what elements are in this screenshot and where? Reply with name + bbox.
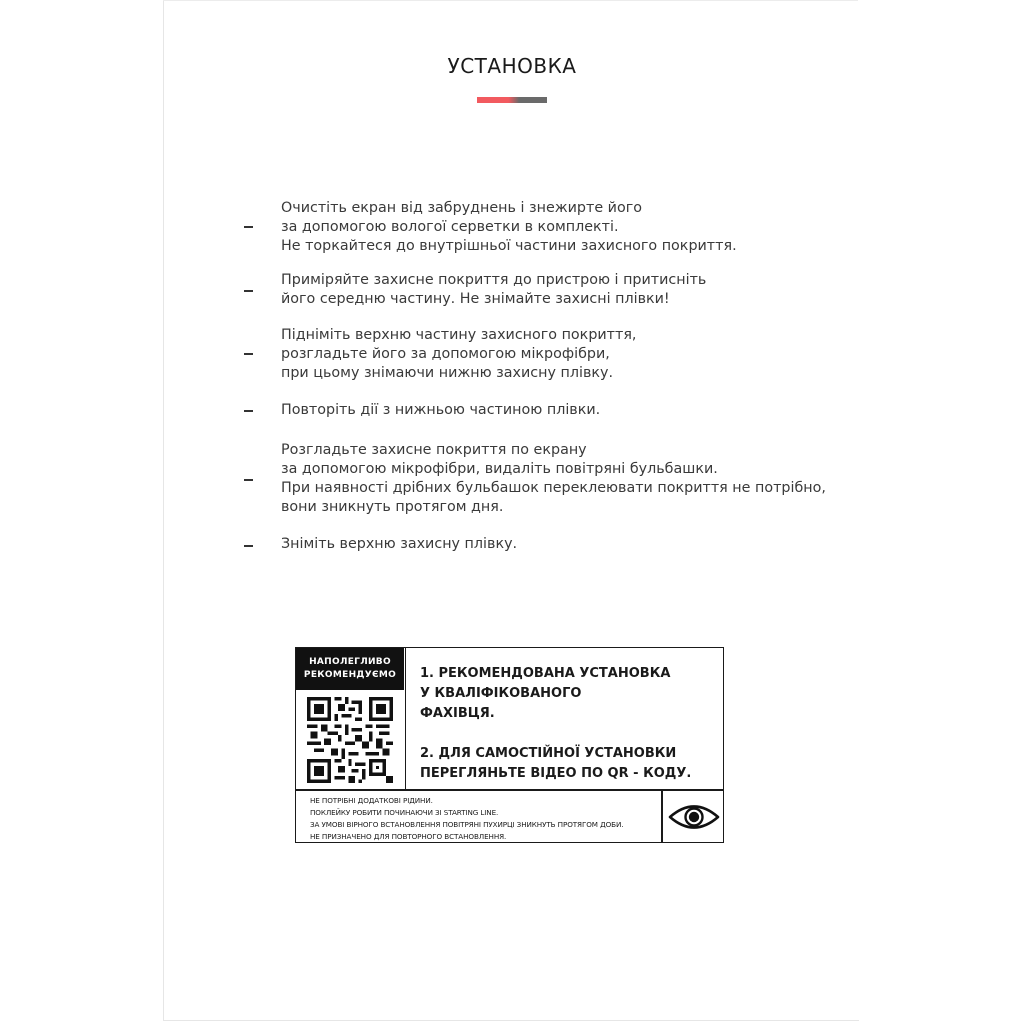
badge-line-2: РЕКОМЕНДУЄМО (303, 670, 397, 680)
dash-bullet-4 (244, 410, 253, 412)
qr-column (296, 648, 406, 789)
footer-line-3: ЗА УМОВІ ВІРНОГО ВСТАНОВЛЕННЯ ПОВІТРЯНІ ПУХИРЦІ ЗНИКНУТЬ ПРОТЯГОМ ДОБИ. (310, 820, 624, 829)
step-1-line-2: за допомогою вологої серветки в комплекті. (281, 219, 619, 235)
step-3-line-1: Підніміть верхню частину захисного покриття, (281, 327, 637, 343)
dash-bullet-1 (244, 226, 253, 228)
dash-bullet-2 (244, 290, 253, 292)
notice-divider (296, 789, 723, 791)
footer-line-2: ПОКЛЕЙКУ РОБИТИ ПОЧИНАЮЧИ ЗІ STARTING LINE. (310, 808, 499, 817)
step-3 (281, 326, 636, 383)
step-1-line-3: Не торкайтеся до внутрішньої частини захисного покриття. (281, 238, 737, 254)
step-4-line-1: Повторіть дії з нижньою частиною плівки. (281, 402, 601, 418)
recommend-badge (296, 648, 404, 690)
recommendation-line-2: У КВАЛІФІКОВАНОГО (420, 686, 582, 701)
recommendation-line-1: 1. РЕКОМЕНДОВАНА УСТАНОВКА (420, 666, 671, 681)
step-6-line-1: Зніміть верхню захисну плівку. (281, 536, 518, 552)
recommendation-line-3: ФАХІВЦЯ. (420, 706, 495, 721)
notice-footer-text (310, 795, 623, 843)
step-5-line-1: Розгладьте захисне покриття по екрану (281, 442, 587, 458)
dash-bullet-6 (244, 545, 253, 547)
qr-code-icon[interactable] (306, 697, 394, 783)
badge-line-1: НАПОЛЕГЛИВО (309, 657, 391, 667)
step-5-line-2: за допомогою мікрофібри, видаліть повітряні бульбашки. (281, 461, 718, 477)
dash-bullet-3 (244, 353, 253, 355)
page-top-edge (163, 0, 858, 1)
step-6 (281, 535, 517, 554)
recommendation-line-5: ПЕРЕГЛЯНЬТЕ ВІДЕО ПО QR - КОДУ. (420, 766, 692, 781)
footer-line-4: НЕ ПРИЗНАЧЕНО ДЛЯ ПОВТОРНОГО ВСТАНОВЛЕННЯ. (310, 832, 507, 841)
step-1-line-1: Очистіть екран від забруднень і знежирте його (281, 200, 642, 216)
step-2-line-1: Приміряйте захисне покриття до пристрою і притисніть (281, 272, 707, 288)
page-title: УСТАНОВКА (447, 54, 577, 78)
eye-icon (668, 802, 720, 832)
step-5 (281, 441, 826, 517)
recommendation-spacer (420, 724, 691, 744)
step-2-line-2: його середню частину. Не знімайте захисні плівки! (281, 291, 670, 307)
dash-bullet-5 (244, 479, 253, 481)
step-3-line-2: розгладьте його за допомогою мікрофібри, (281, 346, 610, 362)
recommendation-notice-box (295, 647, 724, 843)
step-1 (281, 199, 737, 256)
step-4 (281, 401, 600, 420)
recommendation-line-4: 2. ДЛЯ САМОСТІЙНОЇ УСТАНОВКИ (420, 746, 677, 761)
step-5-line-4: вони зникнуть протягом дня. (281, 499, 504, 515)
step-3-line-3: при цьому знімаючи нижню захисну плівку. (281, 365, 614, 381)
recommendation-text (420, 664, 691, 784)
eye-cell-divider (661, 789, 663, 843)
title-accent-bar (477, 97, 547, 103)
step-5-line-3: При наявності дрібних бульбашок переклеювати покриття не потрібно, (281, 480, 826, 496)
footer-line-1: НЕ ПОТРІБНІ ДОДАТКОВІ РІДИНИ. (310, 796, 433, 805)
step-2 (281, 271, 706, 309)
